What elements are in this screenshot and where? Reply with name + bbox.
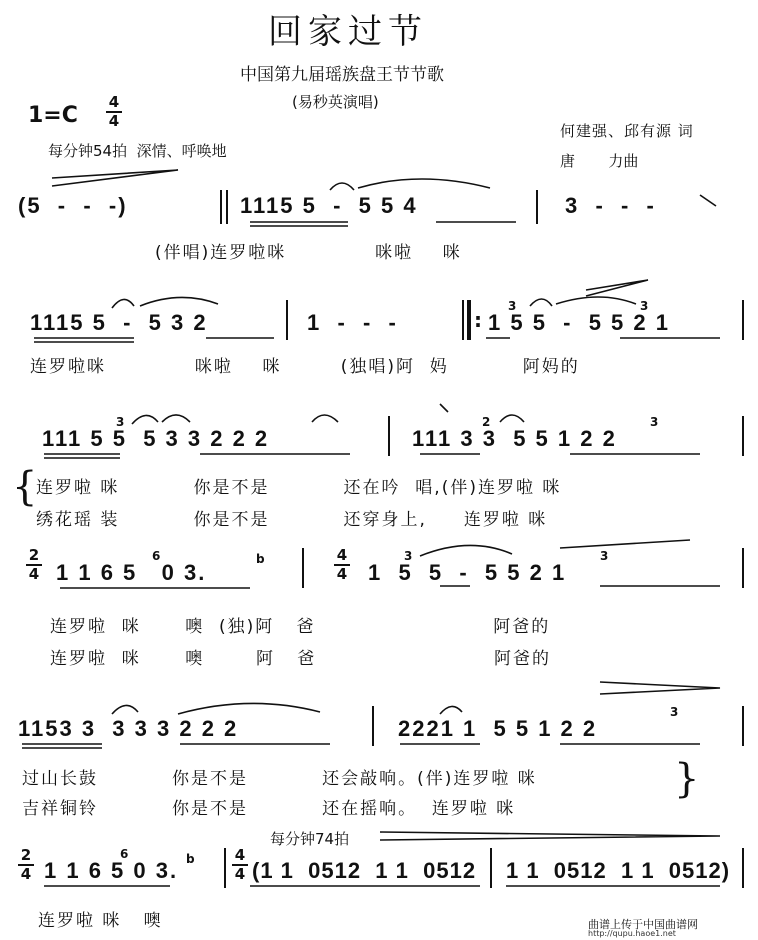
- notes-row5-b: 2221 1 5 5 1 2 2: [398, 716, 598, 741]
- notes-row6-c: 1 1 0512 1 1 0512): [506, 858, 731, 883]
- verse-brace: {: [12, 464, 38, 510]
- time-signature: 2 4: [18, 848, 34, 882]
- key-signature: 1=C: [28, 103, 78, 128]
- notes-row6-a: 1 1 6 5 0 3.: [44, 858, 179, 883]
- notes-row2-a: 1115 5 - 5 3 2: [30, 310, 208, 335]
- lyrics-row5-verse1: 过山长鼓 你是不是 还会敲响。(伴)连罗啦 咪: [22, 769, 537, 789]
- grace-note: 3: [670, 705, 679, 719]
- flat-sign: b: [186, 852, 195, 866]
- tempo-marking: 每分钟54拍 深情、呼唤地: [48, 142, 227, 160]
- page-title: 回家过节: [268, 12, 428, 52]
- lyrics-row5-verse2: 吉祥铜铃 你是不是 还在摇响。 连罗啦 咪: [22, 799, 516, 819]
- notes-row2-c: 1 5 5 - 5 5 2 1: [488, 310, 670, 335]
- notes-row1-b: 1115 5 - 5 5 4: [240, 193, 418, 218]
- time-signature: 4 4: [106, 95, 122, 129]
- subtitle: 中国第九届瑶族盘王节节歌: [240, 65, 444, 85]
- lyrics-row2: 连罗啦咪 咪啦 咪 (独唱)阿 妈 阿妈的: [30, 357, 580, 377]
- lyrics-row3-verse1: 连罗啦 咪 你是不是 还在吟 唱,(伴)连罗啦 咪: [36, 478, 562, 498]
- performer: (易秒英演唱): [292, 93, 379, 111]
- site-watermark: 曲谱上传于中国曲谱网: [588, 918, 698, 931]
- lyrics-row3-verse2: 绣花瑶 装 你是不是 还穿身上, 连罗啦 咪: [36, 510, 548, 530]
- notes-row1-c: 3 - - -: [565, 193, 656, 218]
- grace-note: 3: [116, 415, 125, 429]
- repeat-dots: :: [474, 308, 482, 332]
- grace-note: 3: [404, 549, 413, 563]
- grace-note: 6: [120, 847, 129, 861]
- notes-row4-b: 1 5 5 - 5 5 2 1: [368, 560, 567, 585]
- grace-note: 6: [152, 549, 161, 563]
- grace-note: 3: [508, 299, 517, 313]
- notes-row4-a: 1 1 6 5 0 3.: [56, 560, 207, 585]
- lyrics-row4-verse2: 连罗啦 咪 噢 阿 爸 阿爸的: [50, 649, 551, 669]
- notes-row3-b: 111 3 3 5 5 1 2 2: [412, 426, 617, 451]
- time-signature: 4 4: [232, 848, 248, 882]
- grace-note: 3: [600, 549, 609, 563]
- time-signature: 4 4: [334, 548, 350, 582]
- tempo-change: 每分钟74拍: [270, 830, 350, 848]
- time-signature: 2 4: [26, 548, 42, 582]
- site-url: http://qupu.haoe1.net: [588, 929, 676, 938]
- notes-row1-a: (5 - - -): [18, 193, 128, 218]
- composer-credit: 唐 力曲: [560, 152, 639, 170]
- grace-note: 3: [650, 415, 659, 429]
- verse-brace: }: [674, 756, 700, 802]
- lyrics-row4-verse1: 连罗啦 咪 噢 (独)阿 爸 阿爸的: [50, 617, 551, 637]
- lyrics-row1: (伴唱)连罗啦咪 咪啦 咪: [155, 243, 462, 263]
- notes-row2-b: 1 - - -: [307, 310, 398, 335]
- lyricist-credit: 何建强、邱有源 词: [560, 122, 694, 140]
- notes-row5-a: 1153 3 3 3 3 2 2 2: [18, 716, 239, 741]
- notes-row6-b: (1 1 0512 1 1 0512: [252, 858, 477, 883]
- grace-note: 2: [482, 415, 491, 429]
- lyrics-row6: 连罗啦 咪 噢: [38, 911, 163, 931]
- flat-sign: b: [256, 552, 265, 566]
- grace-note: 3: [640, 299, 649, 313]
- notes-row3-a: 111 5 5 5 3 3 2 2 2: [42, 426, 270, 451]
